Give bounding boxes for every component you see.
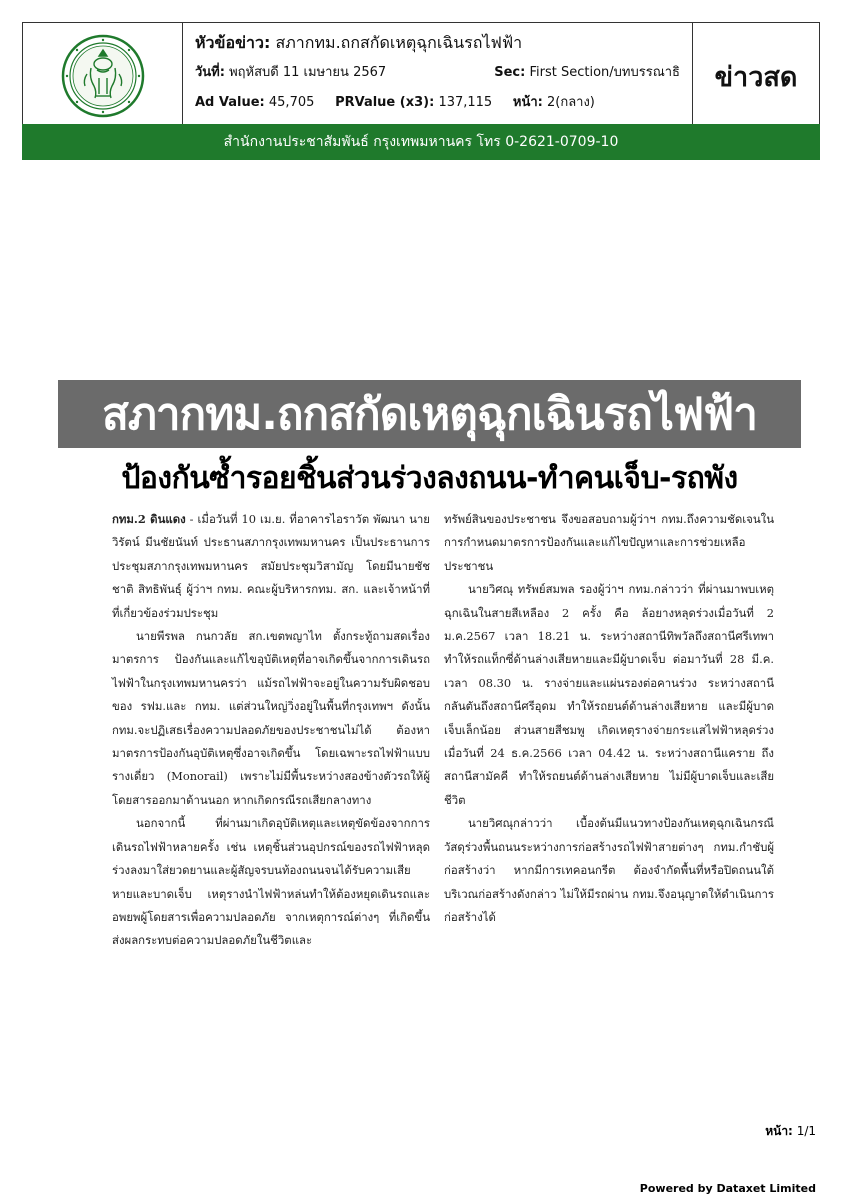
article-title: สภากทม.ถกสกัดเหตุฉุกเฉินรถไฟฟ้า [101, 389, 757, 440]
article-column-left [112, 508, 430, 953]
publication-name: ข่าวสด [714, 61, 798, 93]
page-label: หน้า: [512, 95, 543, 110]
powered-by: Powered by Dataxet Limited [639, 1182, 816, 1195]
headline-label: หัวข้อข่าว: [195, 33, 271, 52]
article-dateline: กทม.2 ดินแดง [112, 512, 186, 526]
article-paragraph-1-text: - เมื่อวันที่ 10 เม.ย. ที่อาคารไอราวัต พัฒนา นายวิรัตน์ มีนชัยนันท์ ประธานสภากรุงเทพมหานคร เป็นประธานการประชุมสภากรุงเทพมหานคร สมัยประชุมวิสามัญ โดยมีนายชัชชาติ สิทธิพันธุ์ ผู้ว่าฯ กทม. คณะผู้บริหารกทม. สก. และเจ้าหน้าที่ที่เกี่ยวข้องร่วมประชุม [112, 512, 430, 620]
bma-emblem-icon [61, 34, 145, 118]
page-number-label: หน้า: [765, 1124, 793, 1138]
meta-cell [183, 23, 693, 129]
article-subtitle: ป้องกันซ้ำรอยชิ้นส่วนร่วงลงถนน-ทำคนเจ็บ-รถพัง [121, 461, 738, 496]
publication-tag-cell [693, 23, 819, 129]
ad-value: 45,705 [268, 95, 315, 110]
page-number-value: 1/1 [796, 1124, 816, 1138]
article-paragraph-5: นายวิศณุ ทรัพย์สมพล รองผู้ว่าฯ กทม.กล่าวว่า ที่ผ่านมาพบเหตุฉุกเฉินในสายสีเหลือง 2 ครั้ง คือ ล้อยางหลุดร่วงเมื่อวันที่ 2 ม.ค.2567 เวลา 18.21 น. ระหว่างสถานีทิพวัลถึงสถานีศรีเทพา ทำให้รถแท็กซี่ด้านล่างเสียหายและมีผู้บาดเจ็บ ต่อมาวันที่ 28 มี.ค. เวลา 08.30 น. รางจ่ายและแผ่นรองต่อคานร่วง ระหว่างสถานีกลันตันถึงสถานีศรีอุดม ทำให้รถยนต์ด้านล่างเสียหาย และมีผู้บาดเจ็บเล็กน้อย ส่วนสายสีชมพู เกิดเหตุรางจ่ายกระแสไฟฟ้าหลุดร่วง เมื่อวันที่ 24 ธ.ค.2566 เวลา 04.42 น. ระหว่างสถานีแคราย ถึงสถานีสามัคคี ทำให้รถยนต์ด้านล่างเสียหาย ไม่มีผู้บาดเจ็บและเสียชีวิต [444, 582, 774, 807]
section-info [494, 63, 680, 83]
article-paragraph-1 [112, 508, 430, 625]
page-value: 2(กลาง) [546, 95, 595, 110]
date-label: วันที่: [195, 65, 225, 80]
pr-value: 137,115 [438, 95, 493, 110]
headline-row [195, 33, 680, 63]
article-column-right [444, 508, 774, 929]
logo-cell [23, 23, 183, 129]
office-contact-bar [22, 124, 820, 160]
news-header [22, 22, 820, 130]
office-contact-text: สำนักงานประชาสัมพันธ์ กรุงเทพมหานคร โทร 0-2621-0709-10 [223, 134, 619, 150]
page-number [765, 1122, 816, 1141]
section-value: First Section/บทบรรณาธิ [529, 65, 680, 80]
article-paragraph-6: นายวิศณุกล่าวว่า เบื้องต้นมีแนวทางป้องกันเหตุฉุกเฉินกรณีวัสดุร่วงพื้นถนนระหว่างการก่อสร้างรถไฟฟ้าสายต่างๆ กทม.กำชับผู้ก่อสร้างว่า หากมีการเทคอนกรีต ต้องจำกัดพื้นที่หรือปิดถนนใต้บริเวณก่อสร้างดังกล่าว ไม่ให้มีรถผ่าน กทม.จึงอนุญาตให้ดำเนินการก่อสร้างได้ [444, 816, 774, 924]
article-paragraph-3: นอกจากนี้ ที่ผ่านมาเกิดอุบัติเหตุและเหตุขัดข้องจากการเดินรถไฟฟ้าหลายครั้ง เช่น เหตุชิ้นส่วนอุปกรณ์ของรถไฟฟ้าหลุดร่วงลงมาใส่ยวดยานและผู้สัญจรบนท้องถนนจนได้รับความเสียหายและบาดเจ็บ เหตุรางนำไฟฟ้าหล่นทำให้ต้องหยุดเดินรถและอพยพผู้โดยสารเพื่อความปลอดภัย จากเหตุการณ์ต่างๆ ที่เกิดขึ้น ส่งผลกระทบต่อความปลอดภัยในชีวิตและ [112, 816, 430, 948]
section-label: Sec: [494, 65, 526, 80]
pr-value-label: PRValue (x3): [335, 95, 435, 110]
article-paragraph-2: นายพีรพล กนกวลัย สก.เขตพญาไท ตั้งกระทู้ถามสดเรื่องมาตรการ ป้องกันและแก้ไขอุบัติเหตุที่อาจเกิดขึ้นจากการเดินรถไฟฟ้าในกรุงเทพมหานครว่า แม้รถไฟฟ้าจะอยู่ในความรับผิดชอบของ รฟม.และ กทม. แต่ส่วนใหญ่วิ่งอยู่ในพื้นที่กรุงเทพฯ ดังนั้น กทม.จะปฏิเสธเรื่องความปลอดภัยของประชาชนไม่ได้ ต้องหามาตรการป้องกันอุบัติเหตุซึ่งอาจเกิดขึ้น โดยเฉพาะรถไฟฟ้าแบบรางเดี่ยว (Monorail) เพราะไม่มีพื้นระหว่างสองข้างตัวรถให้ผู้โดยสารออกมาด้านนอก หากเกิดกรณีรถเสียกลางทาง [112, 629, 430, 807]
date-row [195, 63, 680, 93]
article-title-block [58, 380, 801, 448]
value-row [195, 93, 680, 123]
article-paragraph-4: ทรัพย์สินของประชาชน จึงขอสอบถามผู้ว่าฯ กทม.ถึงความชัดเจนในการกำหนดมาตรการป้องกันและแก้ไขปัญหาและการช่วยเหลือประชาชน [444, 512, 774, 573]
date-value: พฤหัสบดี 11 เมษายน 2567 [229, 65, 387, 80]
ad-value-label: Ad Value: [195, 95, 265, 110]
headline-text: สภากทม.ถกสกัดเหตุฉุกเฉินรถไฟฟ้า [275, 33, 523, 52]
